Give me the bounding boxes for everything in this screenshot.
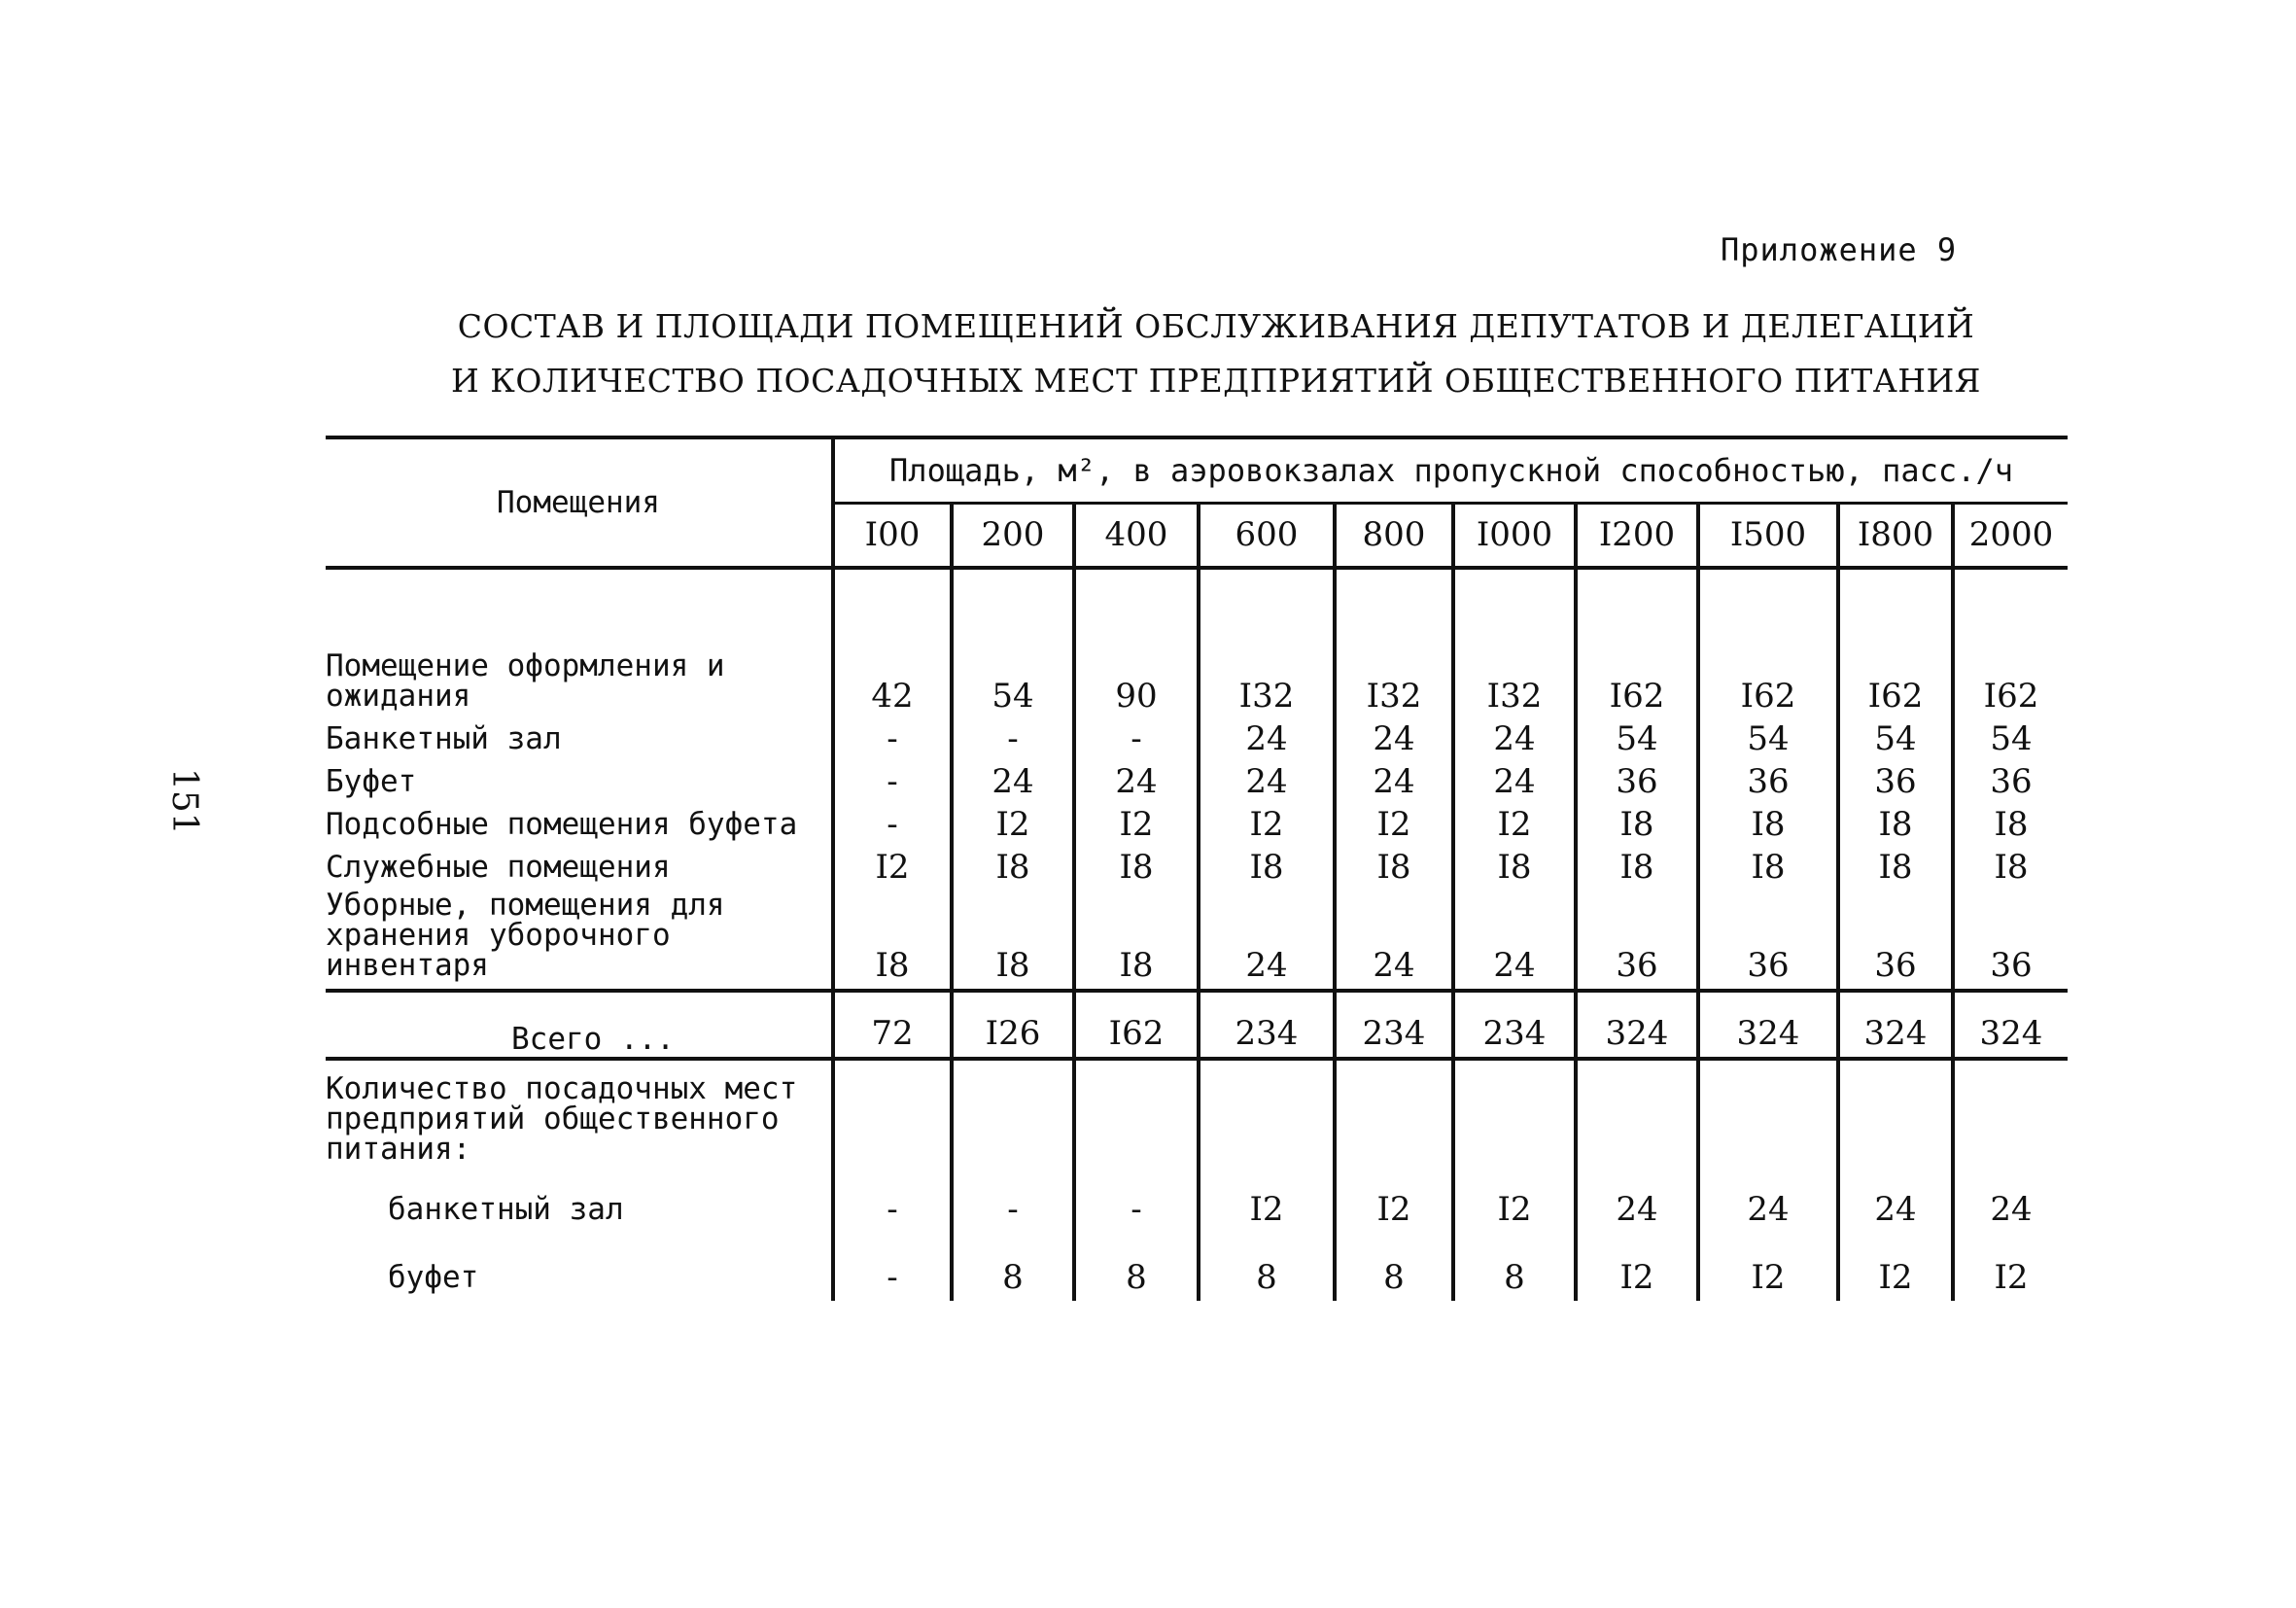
table-cell: I8 [1453,848,1576,891]
capacity-header: I800 [1838,503,1953,568]
table-cell: 24 [1335,891,1453,991]
table-row [326,805,2068,848]
table-cell: I8 [952,848,1074,891]
table-cell: I8 [1698,805,1838,848]
seats-header-row [326,1059,2068,1172]
table-cell: 36 [1698,891,1838,991]
table-cell: I8 [1074,891,1199,991]
table-cell: 36 [1838,891,1953,991]
table-cell: I8 [1576,848,1698,891]
table-cell: 24 [1199,891,1335,991]
title-line-1: СОСТАВ И ПЛОЩАДИ ПОМЕЩЕНИЙ ОБСЛУЖИВАНИЯ ДЕПУТАТОВ И ДЕЛЕГАЦИЙ [457,307,1975,345]
table-cell: 36 [1838,762,1953,805]
table-row [326,719,2068,762]
table-cell: I62 [1698,651,1838,719]
capacity-header: I00 [833,503,952,568]
title-line-2: И КОЛИЧЕСТВО ПОСАДОЧНЫХ МЕСТ ПРЕДПРИЯТИЙ ОБЩЕСТВЕННОГО ПИТАНИЯ [451,362,1981,400]
table-cell: I8 [833,891,952,991]
table-cell: I2 [1335,1172,1453,1233]
row-label: Банкетный зал [326,721,562,756]
table-cell: I62 [1953,651,2068,719]
table-cell: I8 [1838,805,1953,848]
table-cell: I8 [1953,848,2068,891]
table-cell: 8 [952,1233,1074,1301]
total-cell: 324 [1576,991,1698,1059]
table-cell: 90 [1074,651,1199,719]
table-cell: 24 [1576,1172,1698,1233]
table-cell: I2 [1074,805,1199,848]
table-cell: 54 [1838,719,1953,762]
table-cell: - [952,1172,1074,1233]
table-cell: 24 [1453,762,1576,805]
table-cell: I2 [1199,805,1335,848]
total-cell: 324 [1698,991,1838,1059]
table-cell: I8 [1074,848,1199,891]
table-cell: I2 [1698,1233,1838,1301]
capacity-header: I500 [1698,503,1838,568]
table-cell: - [1074,1172,1199,1233]
table-cell: I8 [1953,805,2068,848]
area-header: Площадь, м², в аэровокзалах пропускной способностью, пасс./ч [833,437,2068,503]
capacity-header: 800 [1335,503,1453,568]
table-cell: 54 [1698,719,1838,762]
table-cell: I2 [1335,805,1453,848]
table-cell: I32 [1199,651,1335,719]
capacity-header: I200 [1576,503,1698,568]
document-title [0,299,2296,408]
table-cell: - [1074,719,1199,762]
total-label: Всего ... [326,991,833,1059]
row-label: Уборные, помещения для хранения уборочного инвентаря [326,888,725,983]
total-cell: 234 [1335,991,1453,1059]
table-row [326,848,2068,891]
table-cell: 8 [1335,1233,1453,1301]
table-cell: I8 [1838,848,1953,891]
table-cell: I32 [1335,651,1453,719]
table-cell: 54 [1576,719,1698,762]
table-cell: I2 [1453,1172,1576,1233]
table-cell: 24 [1335,762,1453,805]
appendix-label: Приложение 9 [1721,231,1958,268]
table-cell: 36 [1953,762,2068,805]
table-cell: I8 [1576,805,1698,848]
table-cell: 8 [1199,1233,1335,1301]
table-cell: 36 [1576,891,1698,991]
table-row [326,651,2068,719]
table-row [326,762,2068,805]
table-cell: - [833,762,952,805]
table-cell: 24 [1335,719,1453,762]
table-cell: I2 [1453,805,1576,848]
page-number: 151 [164,768,204,835]
table-cell: - [833,805,952,848]
table-cell: I2 [833,848,952,891]
table-cell: I8 [952,891,1074,991]
table-cell: I8 [1199,848,1335,891]
capacity-header: 200 [952,503,1074,568]
table-cell: 24 [1953,1172,2068,1233]
seat-row-label: банкетный зал [388,1192,624,1227]
table-cell: 24 [1199,719,1335,762]
row-label: Помещение оформления и ожидания [326,648,725,714]
table-cell: 42 [833,651,952,719]
total-cell: 324 [1953,991,2068,1059]
table-cell: 24 [1453,719,1576,762]
table-cell: 24 [1199,762,1335,805]
table-cell: - [833,719,952,762]
table-cell: I2 [1953,1233,2068,1301]
table-cell: - [833,1233,952,1301]
capacity-header: 600 [1199,503,1335,568]
capacity-header: 2000 [1953,503,2068,568]
table-cell: 54 [952,651,1074,719]
table-cell: 8 [1453,1233,1576,1301]
table-cell: 24 [1838,1172,1953,1233]
seats-header: Количество посадочных мест предприятий общественного питания: [326,1071,798,1167]
total-cell: 324 [1838,991,1953,1059]
table-cell: 24 [952,762,1074,805]
row-label: Служебные помещения [326,850,671,885]
table-cell: 24 [1698,1172,1838,1233]
table-cell: I32 [1453,651,1576,719]
table-cell: 36 [1698,762,1838,805]
total-cell: 234 [1199,991,1335,1059]
table-cell: - [952,719,1074,762]
rooms-header: Помещения [326,437,833,568]
table-cell: I2 [1199,1172,1335,1233]
row-label: Подсобные помещения буфета [326,807,798,842]
table-cell: I62 [1576,651,1698,719]
total-cell: I62 [1074,991,1199,1059]
table-cell: 24 [1453,891,1576,991]
table-cell: 8 [1074,1233,1199,1301]
table-cell: 36 [1576,762,1698,805]
total-row [326,991,2068,1059]
rooms-area-table [326,436,2068,1301]
table-cell: I2 [1576,1233,1698,1301]
table-cell: 54 [1953,719,2068,762]
table-row [326,1233,2068,1301]
row-label: Буфет [326,764,417,799]
table-cell: - [833,1172,952,1233]
table-cell: 36 [1953,891,2068,991]
table-row [326,891,2068,991]
seat-row-label: буфет [388,1260,479,1295]
table-cell: I2 [1838,1233,1953,1301]
table-cell: I62 [1838,651,1953,719]
total-cell: 72 [833,991,952,1059]
table-row [326,1172,2068,1233]
total-cell: 234 [1453,991,1576,1059]
total-cell: I26 [952,991,1074,1059]
capacity-header: I000 [1453,503,1576,568]
table-cell: I2 [952,805,1074,848]
table-cell: I8 [1335,848,1453,891]
capacity-header: 400 [1074,503,1199,568]
table-cell: 24 [1074,762,1199,805]
table-cell: I8 [1698,848,1838,891]
